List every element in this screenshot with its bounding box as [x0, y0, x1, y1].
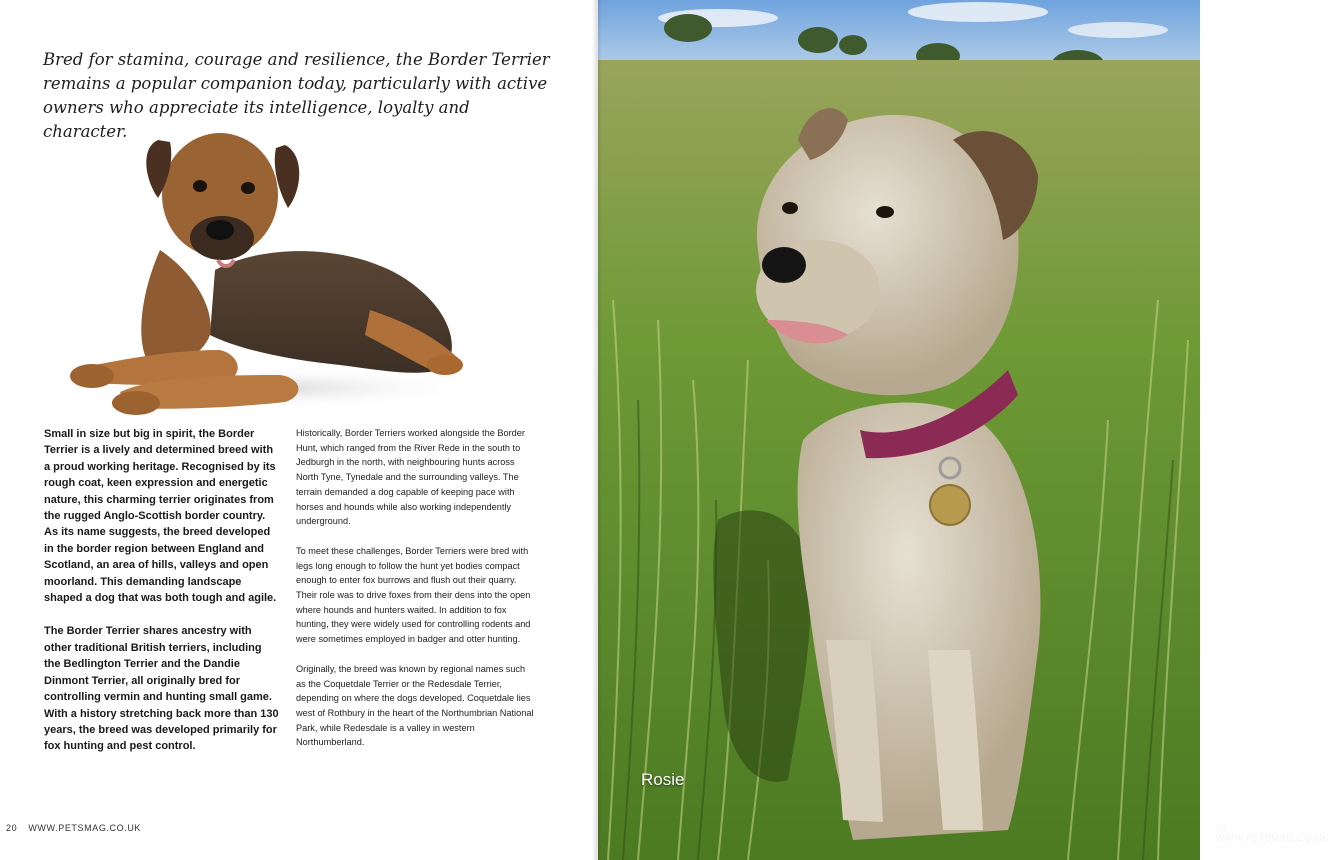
pull-quote: Bred for stamina, courage and resilience, the Border Terrier remains a popular companion today, particularly with active owners who appreciate its intelligence, loyalty and character.: [43, 50, 550, 141]
right-paragraph: Historically, Border Terriers worked alongside the Border Hunt, which ranged from the River Rede in the south to Jedburgh in the north, with neighbouring hunts across North Tyne, Tynedale and the surrounding valleys. The terrain demanded a dog capable of keeping pace with horses and hounds while also working independently underground.: [296, 428, 525, 527]
page-number: 21: [1216, 823, 1228, 833]
left-paragraph: The Border Terrier shares ancestry with other traditional British terriers, including the Bedlington Terrier and the Dandie Dinmont Terrier, all originally bred for controlling vermin and hunting small game. With a history stretching back more than 130 years, the breed was developed primarily for fox hunting and pest control.: [44, 625, 279, 753]
article-column-left: [44, 426, 280, 772]
page-gutter: [592, 0, 602, 860]
rosie-photo: [598, 0, 1200, 860]
photo-caption: Rosie: [641, 770, 685, 789]
article-column-right: [296, 426, 536, 765]
puppy-photo: [40, 120, 480, 420]
left-page: [0, 0, 598, 860]
footer-left: [6, 823, 141, 833]
footer-right: [1216, 823, 1329, 843]
right-page: [598, 0, 1329, 860]
right-paragraph: To meet these challenges, Border Terriers were bred with legs long enough to follow the hunt yet bodies compact enough to enter fox burrows and flush out their quarry. Their role was to drive foxes from their dens into the open where hounds and hunters waited. In addition to fox hunting, they were widely used for controlling rodents and were sometimes employed in badger and otter hunting.: [296, 545, 531, 645]
website-link[interactable]: WWW.PETSMAG.CO.UK: [1216, 833, 1329, 843]
left-paragraph: Small in size but big in spirit, the Border Terrier is a lively and determined breed with a proud working heritage. Recognised by its rough coat, keen expression and energetic nature, this charming terrier originates from the rugged Anglo-Scottish border country. As its name suggests, the breed developed in the border region between England and Scotland, an area of hills, valleys and open moorland. This demanding landscape shaped a dog that was both tough and agile.: [44, 428, 277, 605]
page-number: 20: [6, 823, 18, 833]
right-paragraph: Originally, the breed was known by regional names such as the Coquetdale Terrier or the Redesdale Terrier, depending on where the dogs developed. Coquetdale lies west of Rothbury in the heart of the Northumbrian National Park, while Redesdale is a valley in western Northumberland.: [296, 663, 534, 748]
website-link[interactable]: WWW.PETSMAG.CO.UK: [28, 823, 142, 833]
